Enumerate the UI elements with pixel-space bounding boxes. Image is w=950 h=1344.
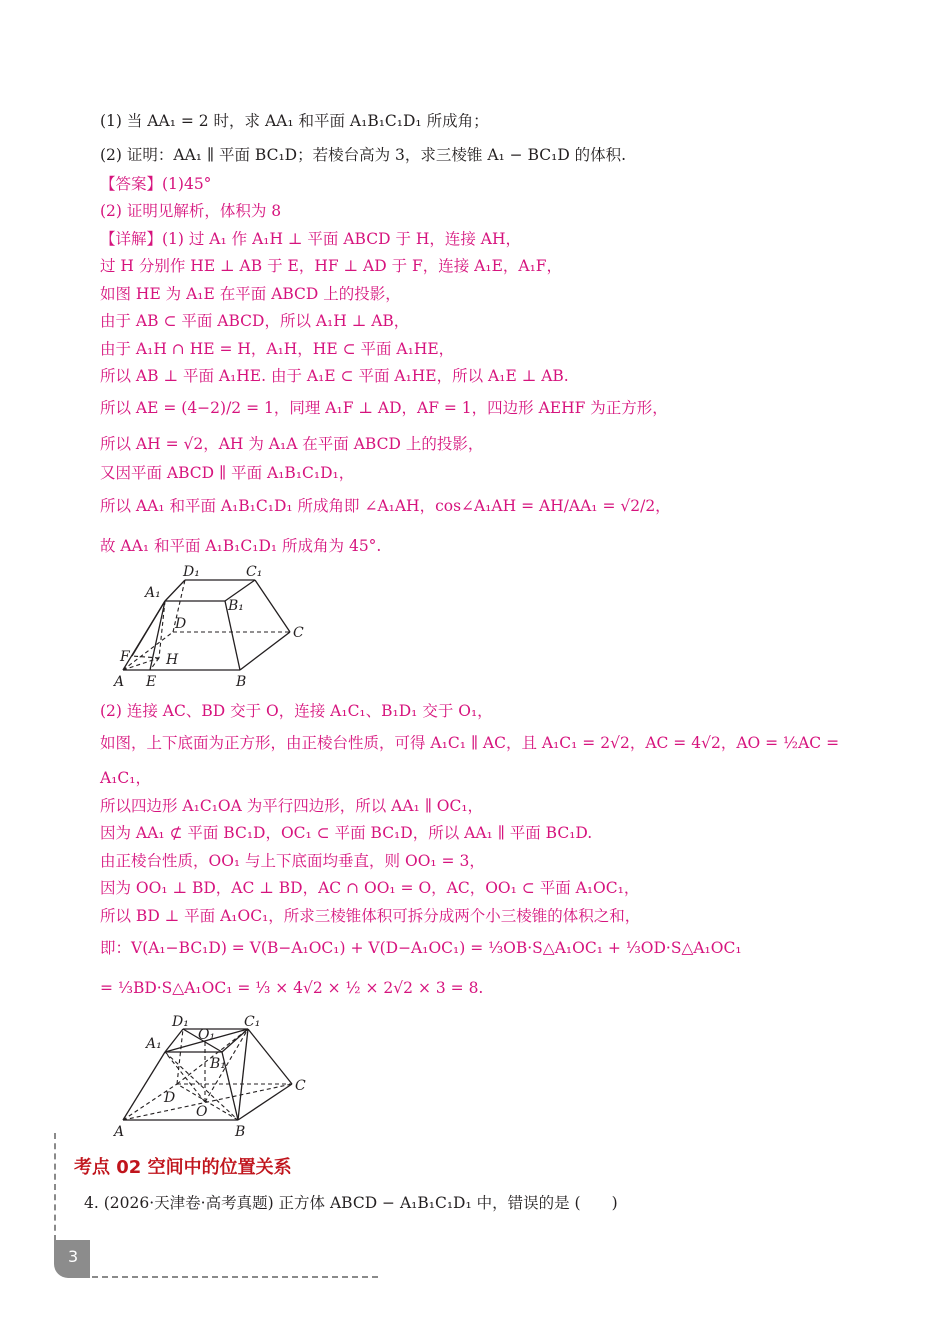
text-line-16: (2) 连接 AC、BD 交于 O，连接 A₁C₁、B₁D₁ 交于 O₁， (100, 702, 493, 720)
text-line-24: 即：V(A₁−BC₁D) = V(B−A₁OC₁) + V(D−A₁OC₁) = ⅓OB·S△A₁OC₁ + ⅓OD·S△A₁OC₁ (100, 939, 742, 957)
segment-BD (177, 1084, 238, 1120)
section-heading: 考点 02 空间中的位置关系 (74, 1157, 292, 1178)
label-A1: A₁ (146, 1036, 162, 1052)
label-B: B (236, 674, 247, 690)
label-O1: O₁ (198, 1027, 216, 1043)
text-line-1: (1) 当 AA₁ = 2 时，求 AA₁ 和平面 A₁B₁C₁D₁ 所成角； (100, 112, 489, 130)
label-H: H (166, 652, 179, 668)
edge-BC (238, 1084, 292, 1120)
text-line-4: (2) 证明见解析，体积为 8 (100, 202, 282, 220)
text-line-7: 如图 HE 为 A₁E 在平面 ABCD 上的投影， (100, 285, 401, 303)
label-A1: A₁ (145, 585, 161, 601)
frustum-figure-2 (110, 1012, 320, 1142)
label-D1: D₁ (183, 564, 200, 580)
page-number: 3 (68, 1247, 79, 1266)
edge-A1D1 (165, 1029, 183, 1052)
text-line-22: 因为 OO₁ ⊥ BD，AC ⊥ BD，AC ∩ OO₁ = O，AC，OO₁ ⊂ 平面 A₁OC₁， (100, 879, 640, 897)
label-B: B (235, 1124, 246, 1140)
label-A: A (114, 674, 125, 690)
text-line-14: 所以 AA₁ 和平面 A₁B₁C₁D₁ 所成角即 ∠A₁AH，cos∠A₁AH = AH/AA₁ = √2/2， (100, 497, 671, 515)
text-line-8: 由于 AB ⊂ 平面 ABCD，所以 A₁H ⊥ AB， (100, 312, 410, 330)
edge-CC1 (255, 580, 290, 632)
text-line-19: 所以四边形 A₁C₁OA 为平行四边形，所以 AA₁ ∥ OC₁， (100, 797, 484, 815)
label-D1: D₁ (172, 1014, 189, 1030)
label-F: F (120, 649, 130, 665)
text-line-2: (2) 证明：AA₁ ∥ 平面 BC₁D；若棱台高为 3，求三棱锥 A₁ − BC₁D 的体积. (100, 146, 627, 164)
detail-label: 【详解】(1) 过 A₁ 作 A₁H ⊥ 平面 ABCD 于 H，连接 AH， (100, 230, 522, 248)
text-line-10: 所以 AB ⊥ 平面 A₁HE. 由于 A₁E ⊂ 平面 A₁HE，所以 A₁E ⊥ AB. (100, 367, 569, 385)
label-D: D (164, 1090, 176, 1106)
text-line-6: 过 H 分别作 HE ⊥ AB 于 E，HF ⊥ AD 于 F，连接 A₁E，A₁F， (100, 257, 563, 275)
edge-DD1 (177, 1029, 183, 1084)
label-C: C (293, 625, 304, 641)
text-line-15: 故 AA₁ 和平面 A₁B₁C₁D₁ 所成角为 45°. (100, 537, 382, 555)
label-O: O (196, 1104, 208, 1120)
text-line-17: 如图，上下底面为正方形，由正棱台性质，可得 A₁C₁ ∥ AC，且 A₁C₁ = 2√2，AC = 4√2，AO = ½AC = (100, 734, 840, 752)
edge-CC1 (248, 1029, 292, 1084)
text-line-13: 又因平面 ABCD ∥ 平面 A₁B₁C₁D₁， (100, 464, 355, 482)
text-line-9: 由于 A₁H ∩ HE = H，A₁H，HE ⊂ 平面 A₁HE， (100, 340, 455, 358)
edge-A1D1 (165, 580, 185, 601)
frustum-figure-1 (110, 560, 320, 690)
edge-BC (240, 632, 290, 670)
label-D: D (175, 616, 187, 632)
segment-A1F (132, 601, 165, 656)
dashed-border-horizontal (92, 1276, 378, 1278)
label-E: E (146, 674, 157, 690)
segment-HF (132, 656, 159, 658)
label-C: C (295, 1078, 306, 1094)
text-line-21: 由正棱台性质，OO₁ 与上下底面均垂直，则 OO₁ = 3， (100, 852, 485, 870)
label-C1: C₁ (246, 564, 263, 580)
segment-BC1 (238, 1029, 248, 1120)
label-B1: B₁ (228, 598, 244, 614)
label-B1: B₁ (210, 1056, 226, 1072)
question-4: 4. (2026·天津卷·高考真题) 正方体 ABCD − A₁B₁C₁D₁ 中，错误的是 ( ) (84, 1194, 618, 1212)
text-line-23: 所以 BD ⊥ 平面 A₁OC₁，所求三棱锥体积可拆分成两个小三棱锥的体积之和， (100, 907, 641, 925)
label-C1: C₁ (244, 1014, 261, 1030)
answer-label: 【答案】(1)45° (100, 175, 212, 193)
text-line-11: 所以 AE = (4−2)/2 = 1，同理 A₁F ⊥ AD，AF = 1，四边形 AEHF 为正方形， (100, 399, 668, 417)
text-line-12: 所以 AH = √2，AH 为 A₁A 在平面 ABCD 上的投影， (100, 435, 484, 453)
text-line-25: = ⅓BD·S△A₁OC₁ = ⅓ × 4√2 × ½ × 2√2 × 3 = 8. (100, 979, 484, 997)
edge-AA1 (123, 1052, 165, 1120)
dashed-border-vertical (54, 1133, 56, 1241)
text-line-18: A₁C₁， (100, 769, 151, 787)
text-line-20: 因为 AA₁ ⊄ 平面 BC₁D，OC₁ ⊂ 平面 BC₁D，所以 AA₁ ∥ 平面 BC₁D. (100, 824, 593, 842)
label-A: A (114, 1124, 125, 1140)
